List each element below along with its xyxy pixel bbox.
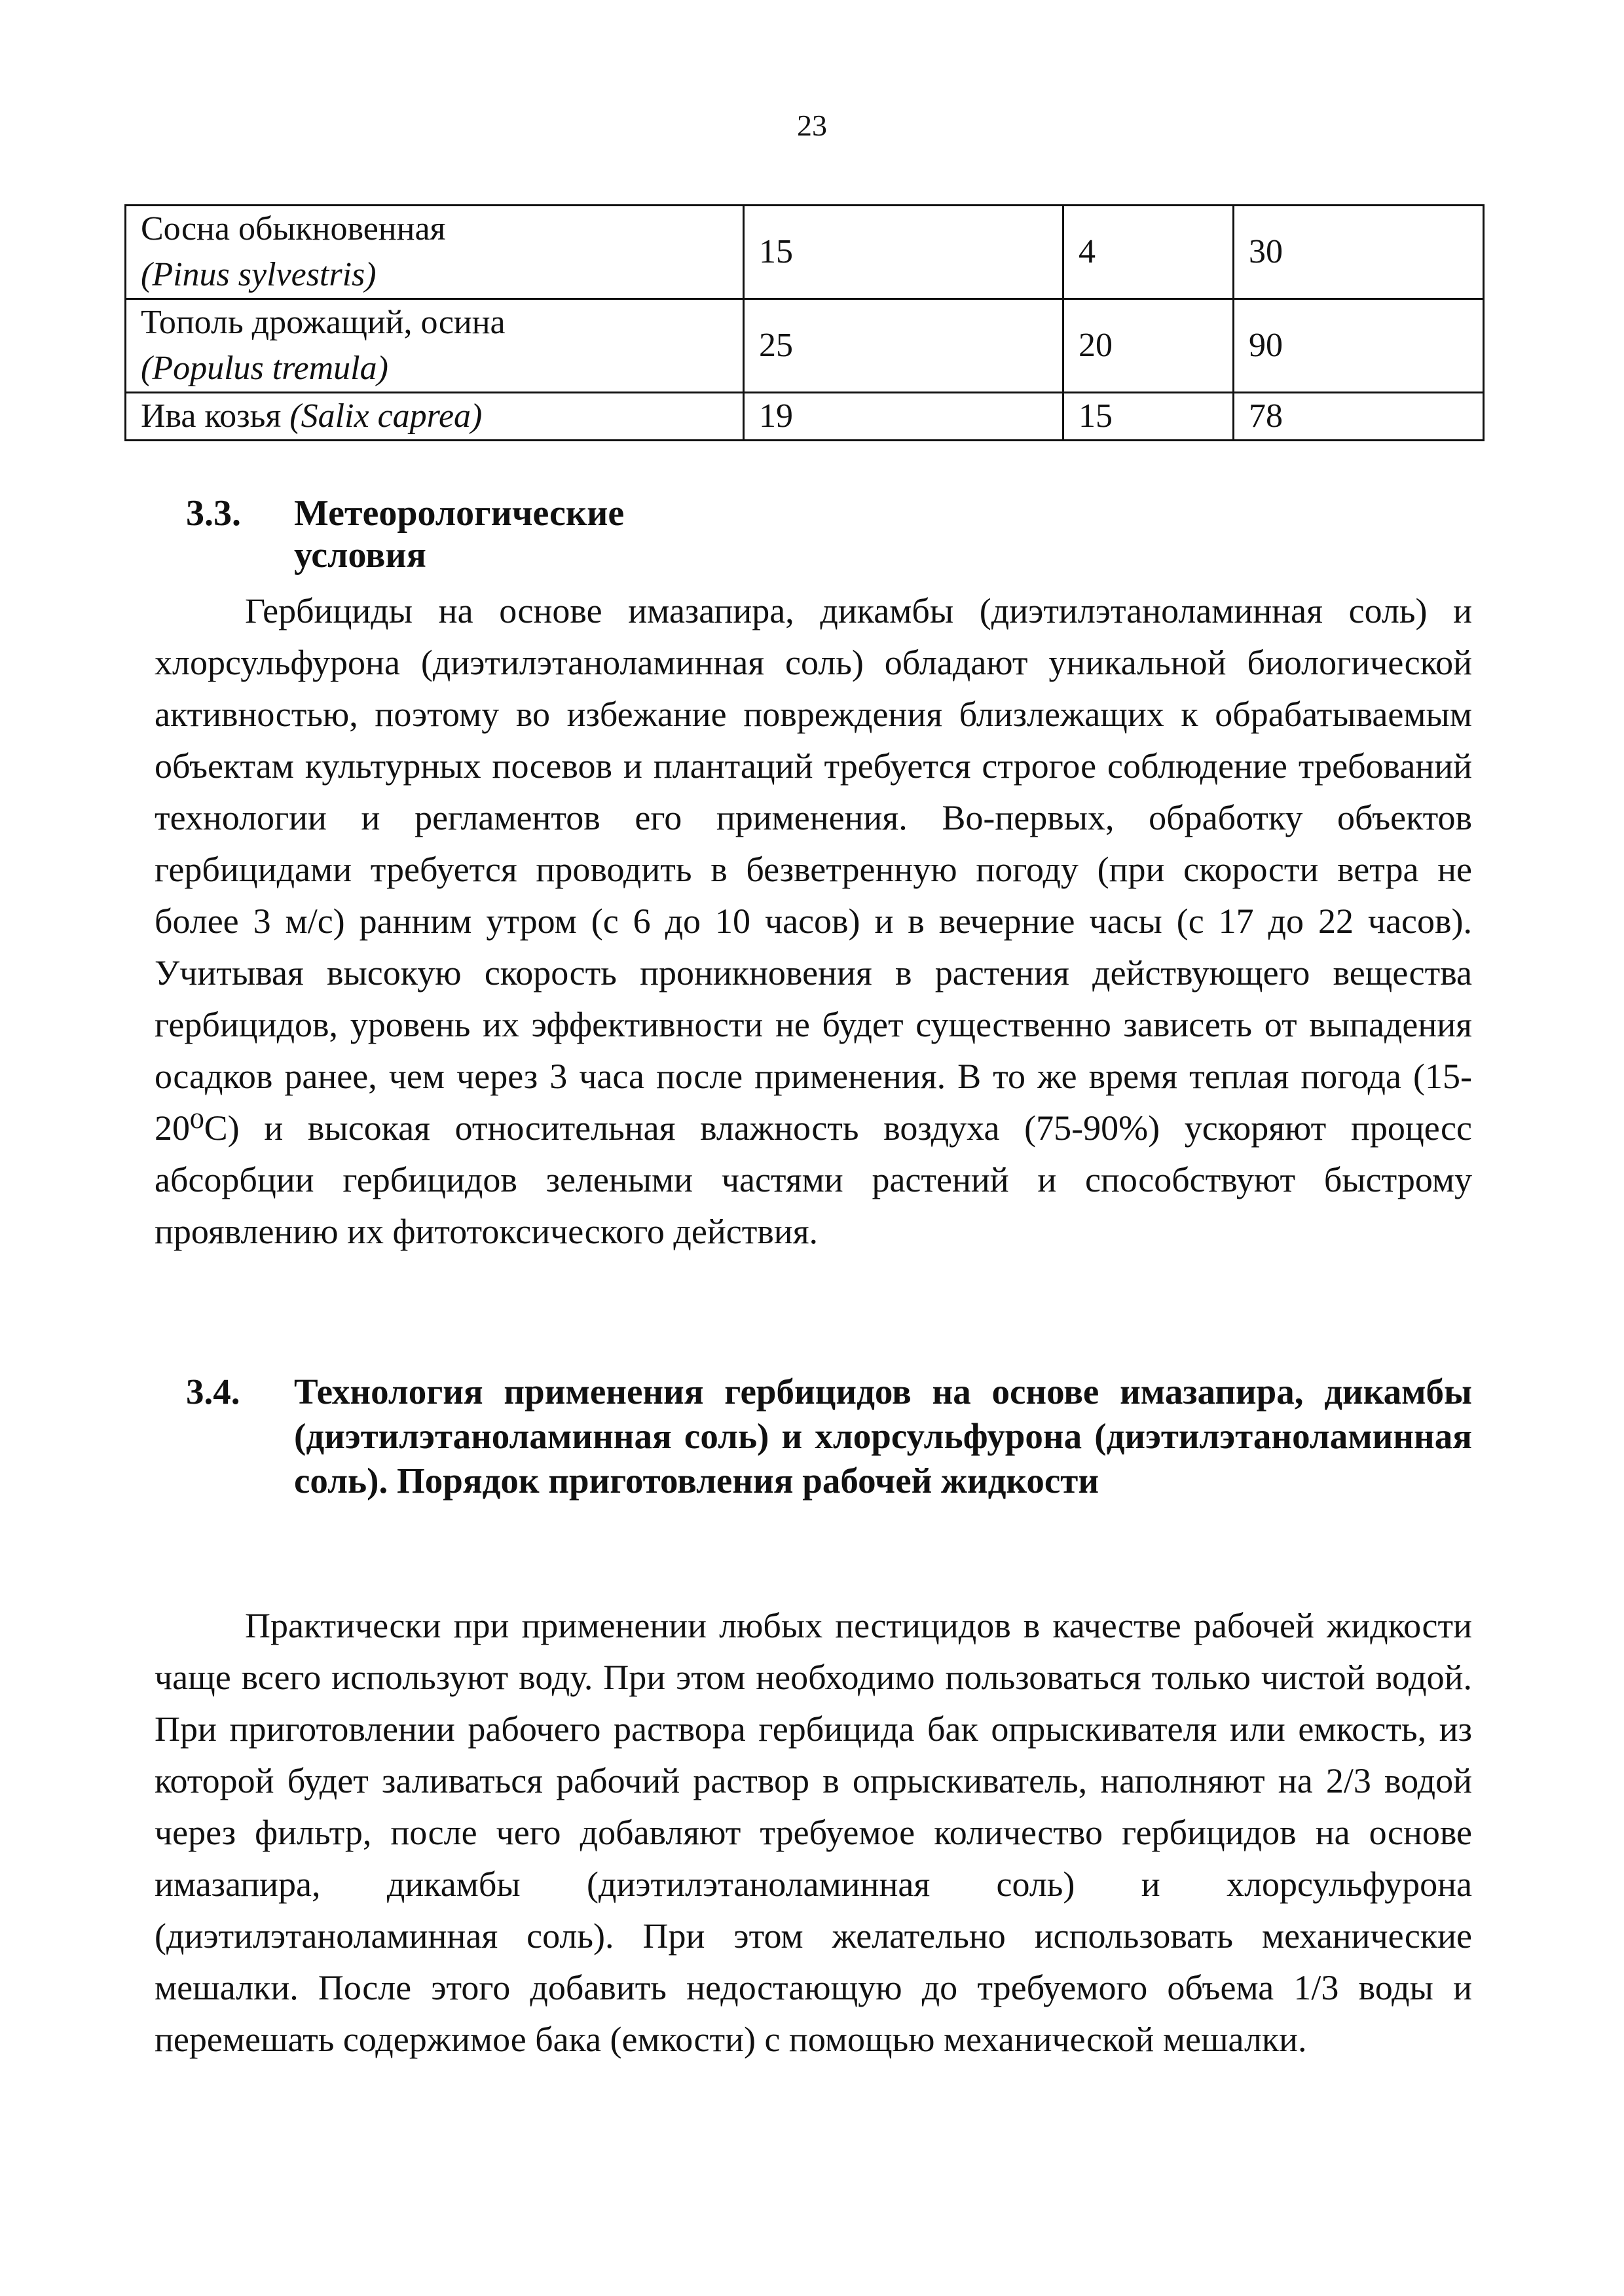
species-name: Ива козья — [141, 397, 282, 435]
species-name: Тополь дрожащий, осина — [141, 304, 506, 341]
species-latin: (Populus tremula) — [141, 350, 388, 387]
value-cell: 30 — [1234, 206, 1484, 299]
section-title: Технология применения гербицидов на основе имазапира, дикамбы (диэтилэтаноламинная соль) и хлорсульфурона (диэтилэтаноламинная соль). Порядок приготовления рабочей жидкости — [294, 1372, 1472, 1501]
value-cell: 15 — [744, 206, 1063, 299]
section-title: Метеорологические условия — [294, 493, 625, 575]
section-3-3-paragraph — [155, 585, 1472, 1258]
section-number: 3.4. — [186, 1372, 240, 1412]
species-name: Сосна обыкновенная — [141, 210, 446, 247]
value-cell: 4 — [1063, 206, 1234, 299]
value-cell: 15 — [1063, 393, 1234, 441]
section-number: 3.3. — [186, 493, 241, 534]
species-latin: (Pinus sylvestris) — [141, 256, 377, 293]
section-3-4-paragraph — [155, 1600, 1472, 2066]
species-cell — [126, 393, 744, 441]
value-cell: 90 — [1234, 299, 1484, 393]
value-cell: 19 — [744, 393, 1063, 441]
page-number: 23 — [797, 109, 827, 142]
species-table — [124, 204, 1485, 441]
value-cell: 78 — [1234, 393, 1484, 441]
table-row — [126, 299, 1484, 393]
species-latin: (Salix caprea) — [289, 397, 483, 435]
table-row — [126, 206, 1484, 299]
species-cell — [126, 299, 744, 393]
paragraph-text: Гербициды на основе имазапира, дикамбы (диэтилэтаноламинная соль) и хлорсульфурона (диэтилэтаноламинная соль) обладают уникальной биологической активностью, поэтому во избежание повреждения близлежащих к обрабатываемым объектам культурных посевов и плантаций требуется строгое соблюдение требований технологии и регламентов его применения. Во-первых, обработку объектов гербицидами требуется проводить в безветренную погоду (при скорости ветра не более 3 м/с) ранним утром (с 6 до 10 часов) и в вечерние часы (с 17 до 22 часов). Учитывая высокую скорость проникновения в растения действующего вещества гербицидов, уровень их эффективности не будет существенно зависеть от выпадения осадков ранее, чем через 3 часа после применения. В то же время теплая погода (15-20⁰С) и высокая относительная влажность воздуха (75-90%) ускоряют процесс абсорбции гербицидов зелеными частями растений и способствуют быстрому проявлению их фитотоксического действия. — [155, 591, 1472, 1251]
table-row — [126, 393, 1484, 441]
species-cell — [126, 206, 744, 299]
paragraph-text: Практически при применении любых пестицидов в качестве рабочей жидкости чаще всего используют воду. При этом необходимо пользоваться только чистой водой. При приготовлении рабочего раствора гербицида бак опрыскивателя или емкость, из которой будет заливаться рабочий раствор в опрыскиватель, наполняют на 2/3 водой через фильтр, после чего добавляют требуемое количество гербицидов на основе имазапира, дикамбы (диэтилэтаноламинная соль) и хлорсульфурона (диэтилэтаноламинная соль). При этом желательно использовать механические мешалки. После этого добавить недостающую до требуемого объема 1/3 воды и перемешать содержимое бака (емкости) с помощью механической мешалки. — [155, 1606, 1472, 2059]
value-cell: 25 — [744, 299, 1063, 393]
value-cell: 20 — [1063, 299, 1234, 393]
